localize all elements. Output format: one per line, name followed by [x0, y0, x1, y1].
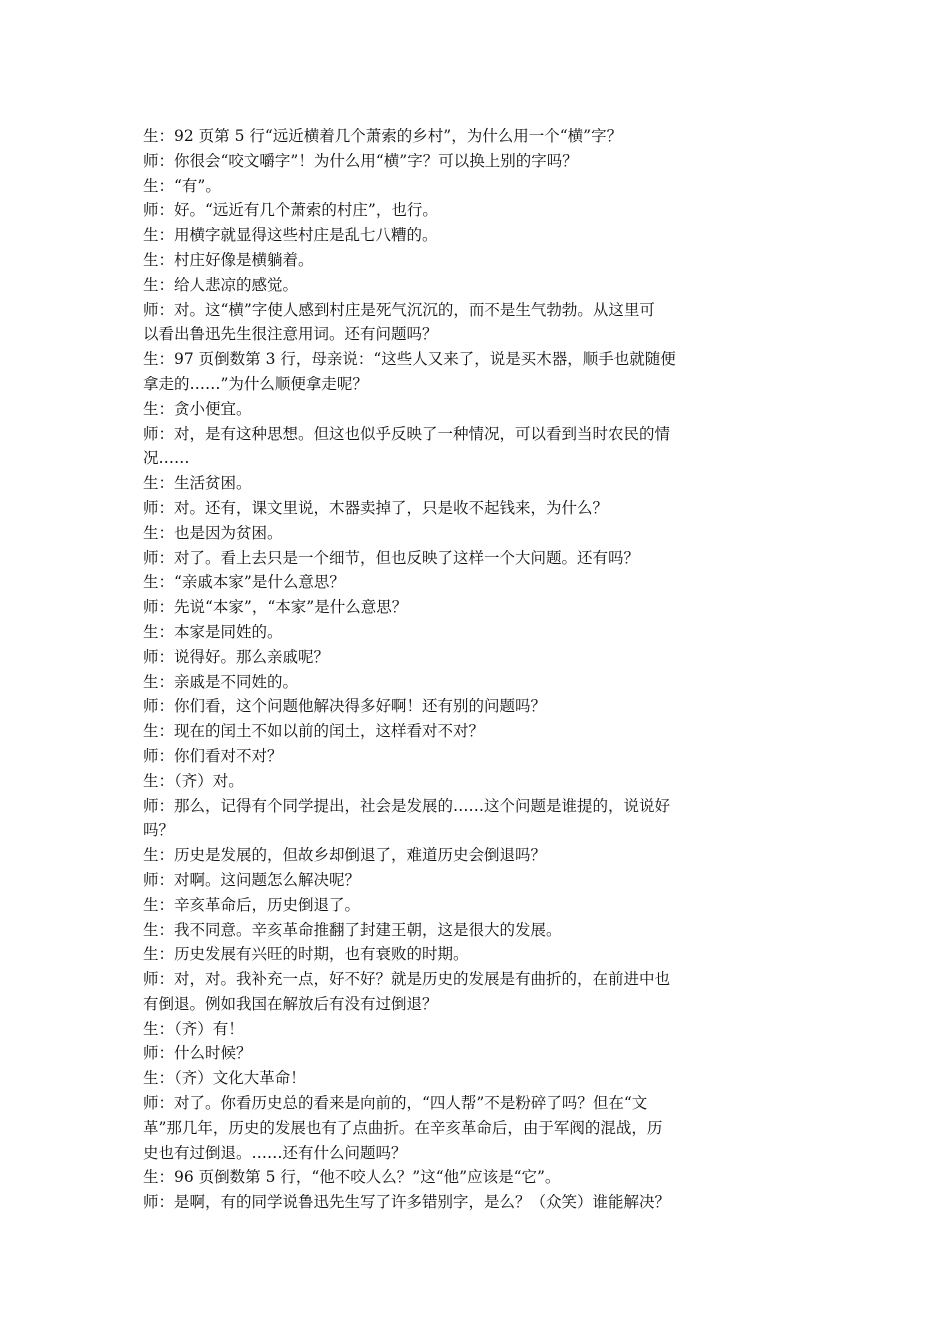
text-line: 师：说得好。那么亲戚呢？ — [143, 647, 330, 666]
text-line: 生：亲戚是不同姓的。 — [143, 672, 299, 691]
text-line: 师：对了。看上去只是一个细节，但也反映了这样一个大问题。还有吗？ — [143, 548, 640, 567]
text-line: 生：（齐）对。 — [143, 771, 244, 790]
document-body — [143, 124, 799, 1215]
text-line: 师：你很会“咬文嚼字”！为什么用“横”字？可以换上别的字吗？ — [143, 151, 578, 170]
text-line: 生：贪小便宜。 — [143, 399, 252, 418]
text-line: 生：本家是同姓的。 — [143, 622, 283, 641]
text-line: 生：“有”。 — [143, 176, 221, 195]
text-line: 生：“亲戚本家”是什么意思？ — [143, 573, 345, 592]
text-line: 生：我不同意。辛亥革命推翻了封建王朝，这是很大的发展。 — [143, 920, 562, 939]
text-line: 生：也是因为贫困。 — [143, 523, 283, 542]
text-line: 师：对了。你看历史总的看来是向前的，“四人帮”不是粉碎了吗？但在“文 — [143, 1094, 648, 1113]
text-line: 师：先说“本家”，“本家”是什么意思？ — [143, 598, 408, 617]
text-line: 生：历史发展有兴旺的时期，也有衰败的时期。 — [143, 945, 469, 964]
text-line: 师：你们看，这个问题他解决得多好啊！还有别的问题吗？ — [143, 697, 547, 716]
text-line: 师：对啊。这问题怎么解决呢？ — [143, 870, 361, 889]
text-line: 史也有过倒退。……还有什么问题吗？ — [143, 1143, 407, 1162]
text-line: 有倒退。例如我国在解放后有没有过倒退？ — [143, 994, 438, 1013]
text-line: 生：92 页第 5 行“远近横着几个萧索的乡村”，为什么用一个“横”字？ — [143, 127, 623, 145]
text-line: 生：97 页倒数第 3 行，母亲说：“这些人又来了，说是买木器，顺手也就随便 — [143, 350, 676, 369]
text-line: 师：对。这“横”字使人感到村庄是死气沉沉的，而不是生气勃勃。从这里可 — [143, 300, 655, 319]
text-line: 师：你们看对不对？ — [143, 746, 283, 765]
text-line: 生：历史是发展的，但故乡却倒退了，难道历史会倒退吗？ — [143, 846, 547, 865]
text-line: 师：什么时候？ — [143, 1044, 252, 1063]
text-line: 师：是啊，有的同学说鲁迅先生写了许多错别字，是么？（众笑）谁能解决？ — [143, 1193, 671, 1212]
text-line: 生：辛亥革命后，历史倒退了。 — [143, 895, 361, 914]
text-line: 生：用横字就显得这些村庄是乱七八糟的。 — [143, 226, 438, 245]
text-line: 生：（齐）有！ — [143, 1019, 244, 1038]
text-line: 拿走的……”为什么顺便拿走呢？ — [143, 374, 368, 393]
text-line: 师：对，对。我补充一点，好不好？就是历史的发展是有曲折的，在前进中也 — [143, 970, 671, 989]
text-line: 师：那么，记得有个同学提出，社会是发展的……这个问题是谁提的，说说好 — [143, 796, 671, 815]
text-line: 革”那几年，历史的发展也有了点曲折。在辛亥革命后，由于军阀的混战，历 — [143, 1118, 663, 1137]
text-line: 生：给人悲凉的感觉。 — [143, 275, 299, 294]
text-line: 生：现在的闰土不如以前的闰土，这样看对不对？ — [143, 722, 485, 741]
text-line: 师：对，是有这种思想。但这也似乎反映了一种情况，可以看到当时农民的情 — [143, 424, 671, 443]
text-line: 生：（齐）文化大革命！ — [143, 1069, 306, 1088]
text-line: 师：好。“远近有几个萧索的村庄”，也行。 — [143, 201, 438, 220]
text-line: 以看出鲁迅先生很注意用词。还有问题吗？ — [143, 325, 438, 344]
text-line: 生：村庄好像是横躺着。 — [143, 250, 314, 269]
text-line: 生：96 页倒数第 5 行，“他不咬人么？”这“他”应该是“它”。 — [143, 1168, 561, 1187]
text-line: 生：生活贫困。 — [143, 474, 252, 493]
text-line: 师：对。还有，课文里说，木器卖掉了，只是收不起钱来，为什么？ — [143, 498, 609, 517]
text-line: 况…… — [143, 449, 190, 468]
text-line: 吗？ — [143, 821, 175, 840]
